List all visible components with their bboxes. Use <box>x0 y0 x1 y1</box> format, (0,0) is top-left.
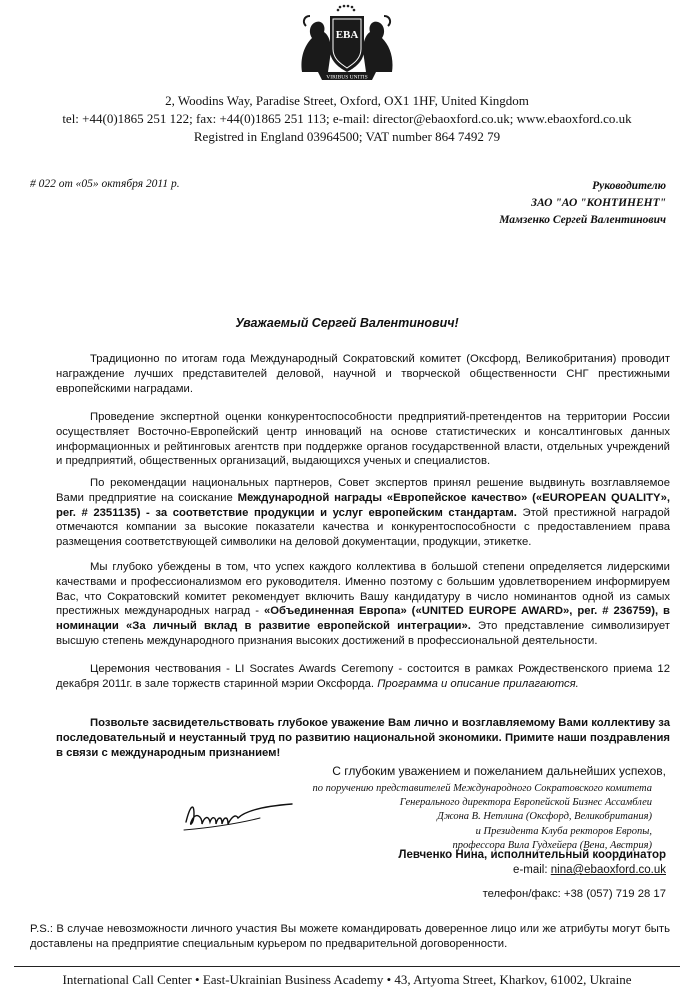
addressee-company: ЗАО "АО "КОНТИНЕНТ" <box>531 197 666 209</box>
salutation: Уважаемый Сергей Валентинович! <box>235 316 459 330</box>
footer-address: International Call Center • East-Ukrainian Business Academy • 43, Artyoma Street, Kharkov, 61002, Ukraine <box>62 972 632 987</box>
letterhead-address: 2, Woodins Way, Paradise Street, Oxford, OX1 1HF, United Kingdom <box>165 93 529 108</box>
footer-divider <box>14 966 680 967</box>
addressee-title: Руководителю <box>592 180 666 192</box>
letterhead-registration: Registred in England 03964500; VAT number 864 7492 79 <box>193 129 501 144</box>
signer-email-link[interactable]: nina@ebaoxford.co.uk <box>550 864 666 876</box>
p5-text-a: Церемония чествования - LI Socrates Awards Ceremony - состоится в рамках Рождественского приема 12 декабря 2011г. в зале торжеств старинной мэрии Оксфорда. <box>56 663 670 690</box>
on-behalf-line-4: и Президента Клуба ректоров Европы, <box>475 825 652 837</box>
email-label: e-mail: <box>513 864 551 876</box>
crest-logo <box>292 2 402 84</box>
body-paragraph-4 <box>56 560 670 649</box>
addressee-block <box>499 178 666 229</box>
signer-name: Левченко Нина, исполнительный координатор <box>398 849 666 861</box>
crest-letters: EBA <box>335 29 359 41</box>
p3-text-c: Этой престижной наградой отмечаются компании за высокие показатели качества и конкурентоспособности с предоставлением права размещения соответствующей символики на деловой документации, продукции, этикетке. <box>56 506 670 549</box>
p4-text-a: Мы глубоко убеждены в том, что успех каждого коллектива в большой степени определяется лидерскими качествами и профессионализмом его руководителя. Именно поэтому с большим удовлетворением информируем Вас, что Сократовский комитет рекомендует включить Вашу кандидатуру в число номинантов одной из самых престижных международных наград - <box>56 561 670 618</box>
p5-attachment-note: Программа и описание прилагаются. <box>377 677 579 690</box>
footer-text <box>0 972 694 988</box>
closing-line: С глубоким уважением и пожеланием дальнейших успехов, <box>332 764 666 778</box>
body-paragraph-3 <box>56 476 670 550</box>
signer-block <box>398 848 666 878</box>
handwritten-signature <box>176 794 306 838</box>
p3-text-a: По рекомендации национальных партнеров, Совет экспертов принял решение выдвинуть возглавляемое Вами предприятие на соискание <box>56 477 670 504</box>
postscript: P.S.: В случае невозможности личного участия Вы можете командировать доверенное лицо или же атрибуты могут быть доставлены на предприятие специальным курьером по предварительной договоренности. <box>30 923 670 950</box>
p4-award-name: «Объединенная Европа» («UNITED EUROPE AWARD», рег. # 236759), в номинации «За личный вклад в развитие европейской интеграции». <box>56 605 671 633</box>
body-paragraph-5 <box>56 662 670 692</box>
on-behalf-line-5: профессора Вила Гудхейера (Вена, Австрия) <box>452 839 652 851</box>
body-paragraph-1 <box>56 352 670 396</box>
crest-motto: VIRIBUS UNITIS <box>326 74 368 81</box>
signer-email-line <box>398 863 666 878</box>
letter-reference: # 022 от «05» октября 2011 р. <box>30 178 180 190</box>
p3-award-name: Международной награды «Европейское качество» («EUROPEAN QUALITY», рег. # 2351135) - за соответствие продукции и услуг европейским стандартам. <box>56 491 671 519</box>
letterhead-contacts: tel: +44(0)1865 251 122; fax: +44(0)1865 251 113; e-mail: director@ebaoxford.co.uk; www.ebaoxford.co.uk <box>62 111 632 126</box>
p2-text: Проведение экспертной оценки конкурентоспособности предприятий-претендентов на территории России осуществляет Восточно-Европейский центр инноваций на основе статистических и консалтинговых данных информационных и рейтинговых агентств при поддержке органов государственной власти, отдельных учреждений и предприятий, общественных организаций, выдающихся ученых и специалистов. <box>56 411 670 468</box>
on-behalf-line-1: по поручению представителей Международного Сократовского комитета <box>312 783 652 794</box>
on-behalf-block <box>313 782 652 853</box>
p6-text: Позвольте засвидетельствовать глубокое уважение Вам лично и возглавляемому Вами коллективу за последовательный и неустанный труд по развитию национальной экономики. Примите наши поздравления в связи с международным признанием! <box>56 717 670 759</box>
p4-text-c: Это представление символизирует высшую степень международного признания высоких достижений в профессиональной деятельности. <box>56 620 670 647</box>
body-paragraph-6 <box>56 716 670 760</box>
on-behalf-line-2: Генерального директора Европейской Бизнес Ассамблеи <box>399 797 652 809</box>
addressee-name: Мамзенко Сергей Валентинович <box>499 214 666 226</box>
phone-fax: телефон/факс: +38 (057) 719 28 17 <box>482 888 666 900</box>
on-behalf-line-3: Джона В. Нетлина (Оксфорд, Великобритания) <box>437 811 652 823</box>
body-paragraph-2 <box>56 410 670 469</box>
p1-text: Традиционно по итогам года Международный Сократовский комитет (Оксфорд, Великобритания) проводит награждение лучших представителей деловой, научной и творческой общественности СНГ престижными европейскими наградами. <box>56 353 670 395</box>
